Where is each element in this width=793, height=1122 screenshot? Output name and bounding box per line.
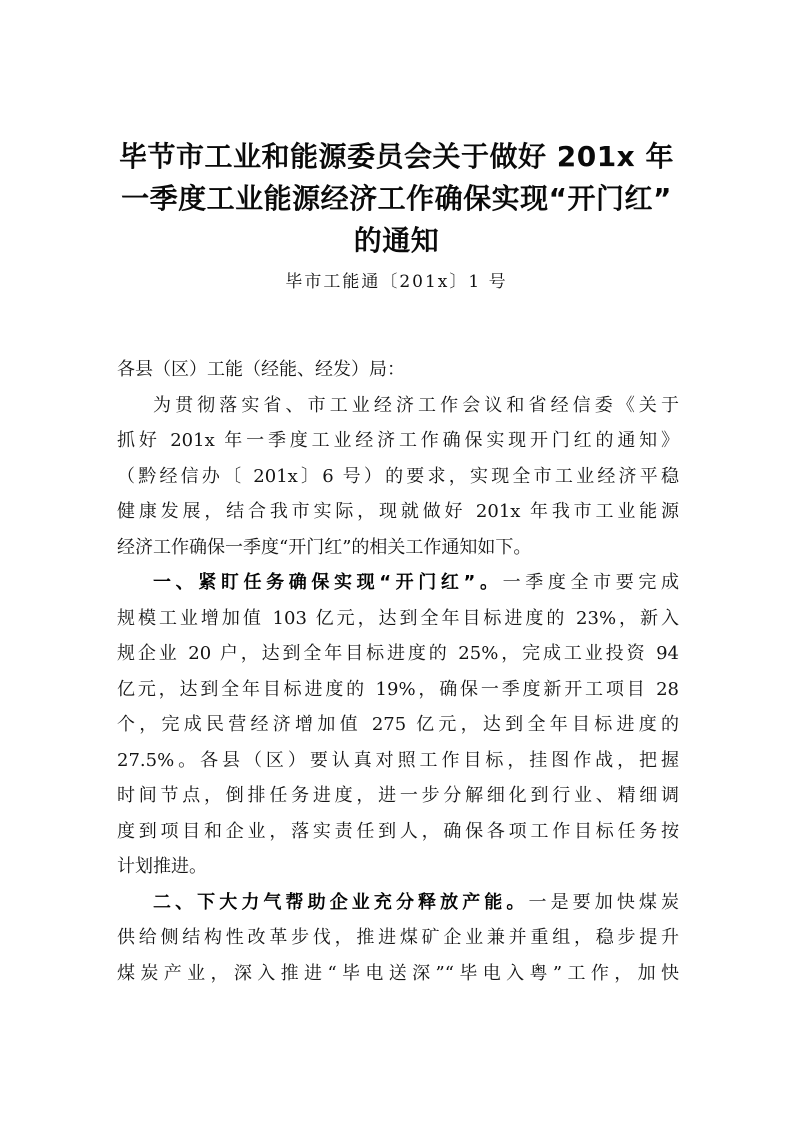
section-1-line: 度到项目和企业，落实责任到人，确保各项工作目标任务按	[117, 820, 679, 842]
section-2-line: 供给侧结构性改革步伐，推进煤矿企业兼并重组，稳步提升	[117, 927, 679, 948]
section-1-text: 一季度全市要完成	[502, 572, 680, 593]
section-1-line: 规企业 20 户，达到全年目标进度的 25%，完成工业投资 94	[117, 643, 679, 664]
section-1-line: 亿元，达到全年目标进度的 19%，确保一季度新开工项目 28	[117, 678, 679, 700]
title-line: 一季度工业能源经济工作确保实现“开门红”	[121, 182, 672, 215]
intro-line: 经济工作确保一季度“开门红”的相关工作通知如下。	[117, 536, 532, 558]
document-body	[117, 352, 679, 991]
document-number: 毕市工能通〔201x〕1 号	[285, 272, 508, 292]
intro-line: （黔经信办〔 201x〕6 号）的要求，实现全市工业经济平稳	[117, 465, 679, 487]
intro-line: 为贯彻落实省、市工业经济工作会议和省经信委《关于	[153, 394, 679, 416]
section-2-heading: 二、下大力气帮助企业充分释放产能。	[153, 891, 529, 913]
section-1-line: 计划推进。	[117, 856, 207, 877]
section-1-line: 27.5%。各县（区）要认真对照工作目标，挂图作战，把握	[117, 749, 679, 771]
intro-line: 健康发展，结合我市实际，现就做好 201x 年我市工业能源	[117, 501, 679, 522]
section-2-first-line	[117, 885, 679, 921]
document-title	[100, 136, 693, 262]
section-1-line: 时间节点，倒排任务进度，进一步分解细化到行业、精细调	[117, 785, 679, 806]
section-2-line: 煤炭产业，深入推进“毕电送深”“毕电入粤”工作，加快	[117, 962, 679, 984]
intro-line: 抓好 201x 年一季度工业经济工作确保实现开门红的通知》	[117, 430, 679, 451]
section-1-line: 规模工业增加值 103 亿元，达到全年目标进度的 23%，新入	[117, 607, 679, 629]
title-line: 的通知	[353, 224, 440, 257]
section-1-first-line	[117, 565, 679, 601]
section-1-line: 个，完成民营经济增加值 275 亿元，达到全年目标进度的	[117, 714, 679, 735]
title-line: 毕节市工业和能源委员会关于做好 201x 年	[118, 140, 674, 173]
section-1-heading: 一、紧盯任务确保实现“开门红”。	[153, 572, 503, 593]
salutation: 各县（区）工能（经能、经发）局：	[117, 359, 405, 380]
section-2-text: 一是要加快煤炭	[528, 891, 680, 913]
